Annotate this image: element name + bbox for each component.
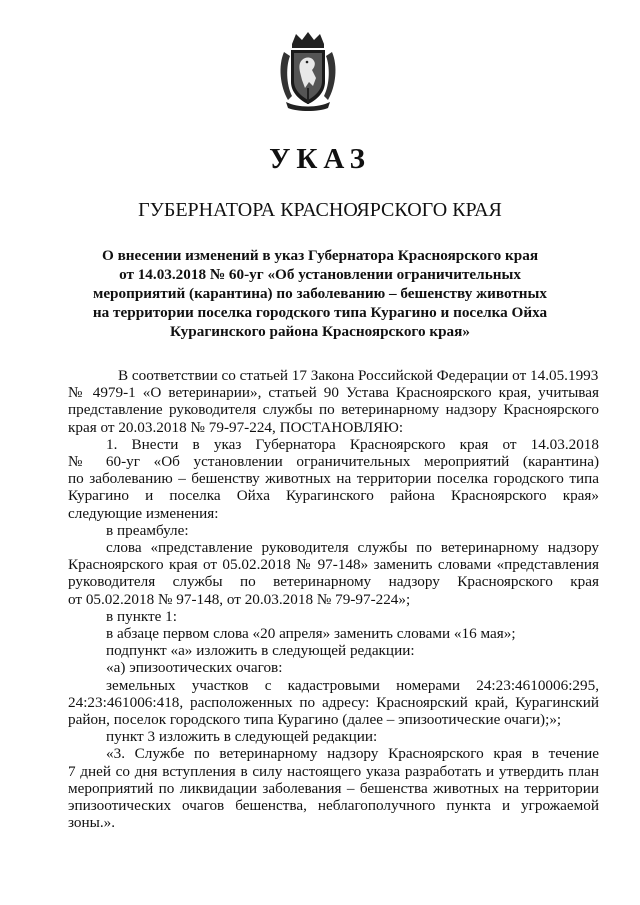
body-line: «3. Службе по ветеринарному надзору Красноярского края в течение (106, 745, 599, 763)
body-line: края от 20.03.2018 № 79-97-224, ПОСТАНОВЛЯЮ: (68, 418, 404, 436)
body-line: от 05.02.2018 № 97-148, от 20.03.2018 № 79-97-224»; (68, 590, 411, 608)
body-line: Красноярского края от 05.02.2018 № 97-148» заменить словами «представления (68, 556, 599, 574)
document-title: УКАЗ (269, 143, 371, 175)
body-line: подпункт «а» изложить в следующей редакции: (106, 642, 415, 660)
body-line: пункт 3 изложить в следующей редакции: (106, 728, 378, 746)
heading-line: на территории поселка городского типа Курагино и поселка Ойха (92, 304, 548, 321)
body-line: следующие изменения: (68, 504, 219, 522)
body-line: «а) эпизоотических очагов: (106, 659, 283, 677)
body-line: № 60-уг «Об установлении ограничительных мероприятий (карантина) (68, 453, 599, 471)
heading-line: мероприятий (карантина) по заболеванию – бешенству животных (92, 285, 548, 302)
body-line: зоны.». (68, 814, 116, 832)
body-line: № 4979-1 «О ветеринарии», статьей 90 Устава Красноярского края, учитывая (68, 384, 599, 402)
body-line: в пункте 1: (106, 607, 177, 625)
body-line: 1. Внести в указ Губернатора Красноярского края от 14.03.2018 (106, 435, 599, 453)
body-line: 24:23:461006:418, расположенных по адресу: Красноярский край, Курагинский (68, 693, 599, 711)
body-line: в абзаце первом слова «20 апреля» заменить словами «16 мая»; (106, 625, 516, 643)
body-line: в преамбуле: (106, 521, 189, 539)
body-line: слова «представление руководителя службы по ветеринарному надзору (106, 539, 599, 557)
body-line: Курагино и поселка Ойха Курагинского района Красноярского края» (68, 487, 599, 505)
coat-of-arms-icon (278, 30, 338, 112)
document-heading (80, 246, 560, 341)
document-body (68, 367, 599, 831)
body-line: по заболеванию – бешенству животных на территории поселка городского типа (68, 470, 599, 488)
body-line: земельных участков с кадастровыми номерами 24:23:4610006:295, (106, 676, 599, 694)
heading-line: от 14.03.2018 № 60-уг «Об установлении ограничительных (119, 266, 521, 283)
body-line: 7 дней со дня вступления в силу настоящего указа разработать и утвердить план (68, 762, 599, 780)
body-line: представление руководителя службы по ветеринарному надзору Красноярского (68, 401, 599, 419)
body-line: район, поселок городского типа Курагино (далее – эпизоотические очаги);»; (68, 711, 562, 729)
body-line: мероприятий по ликвидации заболевания – бешенства животных на территории (68, 779, 599, 797)
body-line: руководителя службы по ветеринарному надзору Красноярского края (68, 573, 599, 591)
document-subtitle: ГУБЕРНАТОРА КРАСНОЯРСКОГО КРАЯ (138, 199, 502, 221)
body-line: В соответствии со статьей 17 Закона Российской Федерации от 14.05.1993 (118, 367, 599, 384)
heading-line: О внесении изменений в указ Губернатора Красноярского края (101, 247, 539, 264)
body-line: эпизоотических очагов бешенства, неблагополучного пункта и угрожаемой (68, 797, 599, 815)
heading-line: Курагинского района Красноярского края» (170, 323, 470, 340)
